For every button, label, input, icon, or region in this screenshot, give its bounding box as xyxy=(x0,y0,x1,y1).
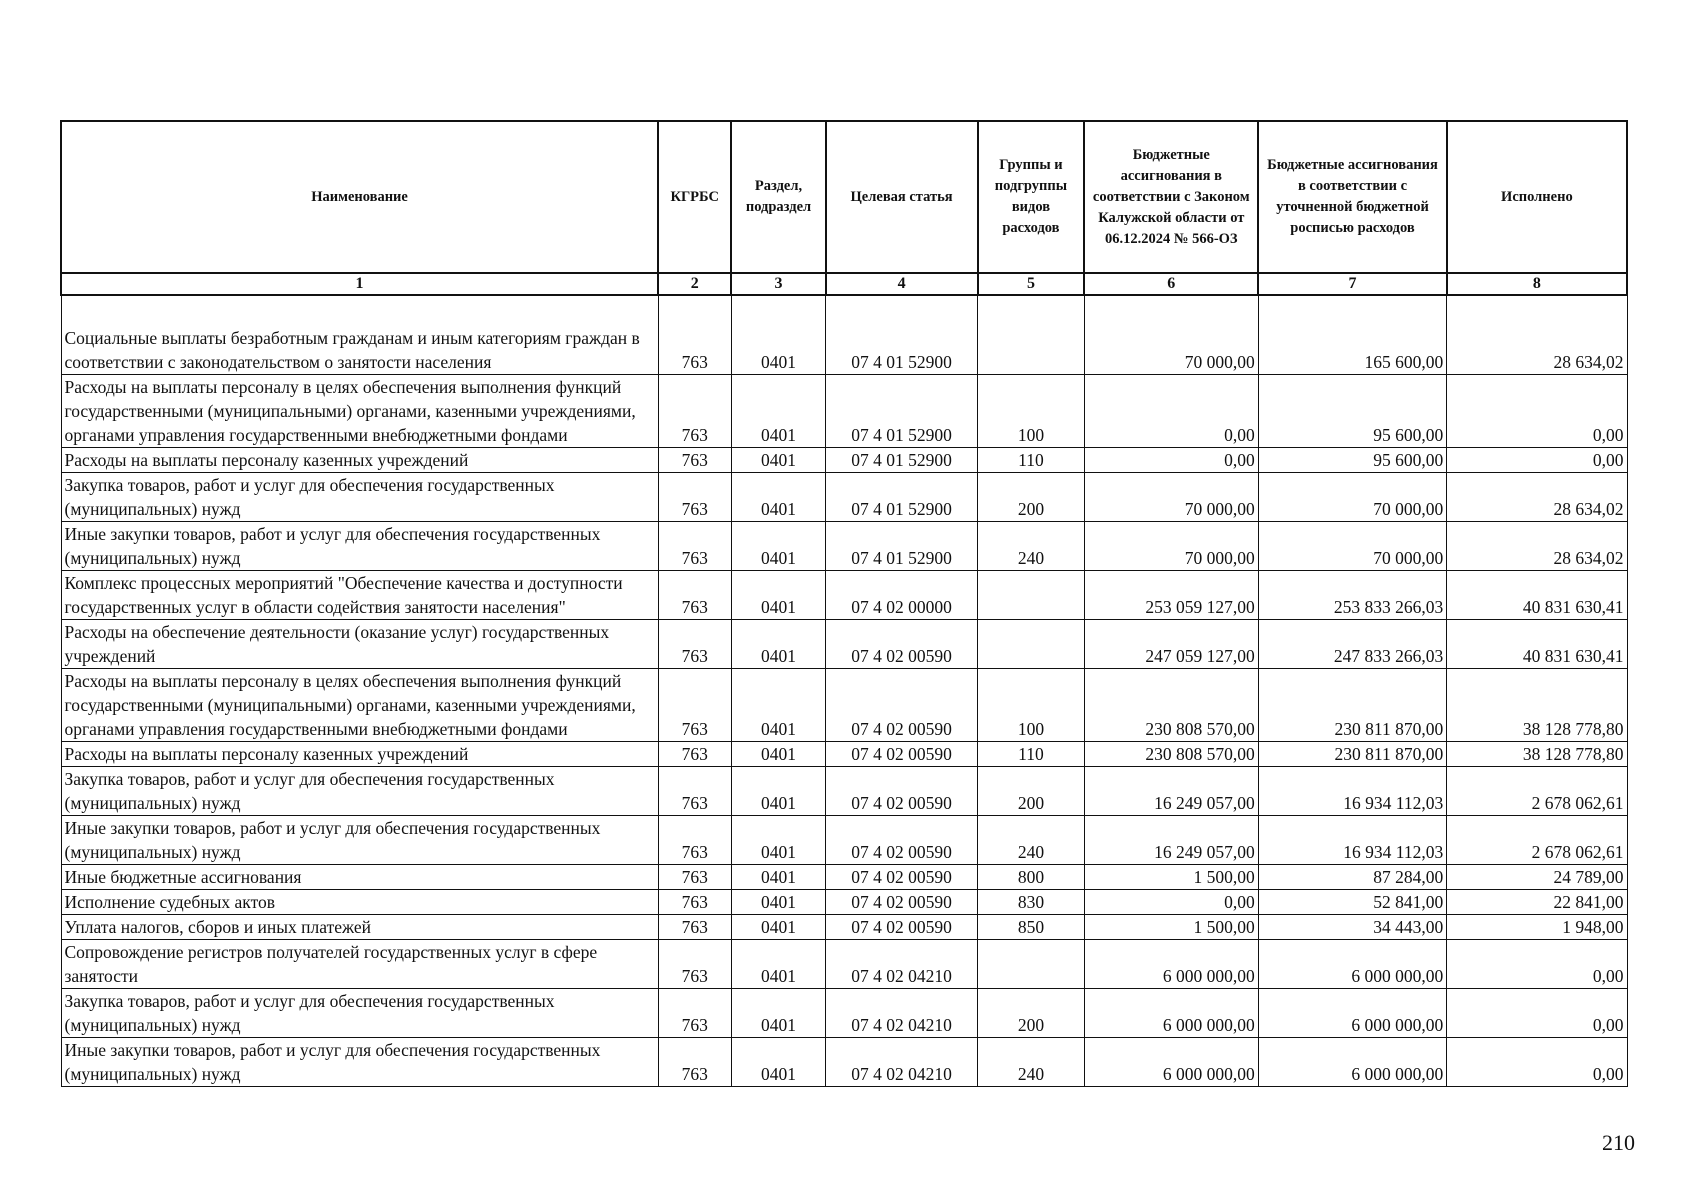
header-section: Раздел, подраздел xyxy=(731,121,825,273)
cell-name: Иные закупки товаров, работ и услуг для обеспечения государственных (муниципальных) нужд xyxy=(61,1038,658,1087)
cell-group: 830 xyxy=(978,890,1085,915)
cell-name: Уплата налогов, сборов и иных платежей xyxy=(61,915,658,940)
cell-kgrbs: 763 xyxy=(658,473,731,522)
column-number: 5 xyxy=(978,273,1085,295)
cell-kgrbs: 763 xyxy=(658,767,731,816)
cell-law: 1 500,00 xyxy=(1084,865,1258,890)
cell-section: 0401 xyxy=(731,742,825,767)
cell-kgrbs: 763 xyxy=(658,816,731,865)
cell-group: 240 xyxy=(978,816,1085,865)
column-number-row xyxy=(61,273,1627,295)
cell-group: 200 xyxy=(978,989,1085,1038)
cell-executed: 2 678 062,61 xyxy=(1447,816,1627,865)
cell-kgrbs: 763 xyxy=(658,669,731,742)
table-row xyxy=(61,915,1627,940)
cell-group: 240 xyxy=(978,522,1085,571)
table-row xyxy=(61,816,1627,865)
cell-law: 70 000,00 xyxy=(1084,326,1258,375)
cell-name: Иные закупки товаров, работ и услуг для обеспечения государственных (муниципальных) нужд xyxy=(61,522,658,571)
table-row xyxy=(61,865,1627,890)
cell-target: 07 4 02 00590 xyxy=(826,620,978,669)
cell-section: 0401 xyxy=(731,890,825,915)
cell-law: 70 000,00 xyxy=(1084,473,1258,522)
column-number: 3 xyxy=(731,273,825,295)
cell-refined: 34 443,00 xyxy=(1258,915,1447,940)
cell-refined: 253 833 266,03 xyxy=(1258,571,1447,620)
cell-law: 0,00 xyxy=(1084,890,1258,915)
cell-executed: 0,00 xyxy=(1447,1038,1627,1087)
cell-target: 07 4 02 04210 xyxy=(826,940,978,989)
column-number: 7 xyxy=(1258,273,1447,295)
cell-section: 0401 xyxy=(731,1038,825,1087)
cell-group: 240 xyxy=(978,1038,1085,1087)
cell-section: 0401 xyxy=(731,620,825,669)
cell-section: 0401 xyxy=(731,865,825,890)
cell-refined: 70 000,00 xyxy=(1258,522,1447,571)
cell-executed: 40 831 630,41 xyxy=(1447,620,1627,669)
cell-refined: 52 841,00 xyxy=(1258,890,1447,915)
cell-group: 850 xyxy=(978,915,1085,940)
cell-section: 0401 xyxy=(731,571,825,620)
cell-refined: 230 811 870,00 xyxy=(1258,742,1447,767)
cell-executed: 0,00 xyxy=(1447,940,1627,989)
cell-refined: 6 000 000,00 xyxy=(1258,989,1447,1038)
table-row xyxy=(61,890,1627,915)
cell-name: Иные закупки товаров, работ и услуг для обеспечения государственных (муниципальных) нужд xyxy=(61,816,658,865)
cell-executed: 0,00 xyxy=(1447,448,1627,473)
header-name: Наименование xyxy=(61,121,658,273)
cell-kgrbs: 763 xyxy=(658,742,731,767)
cell-name: Расходы на выплаты персоналу в целях обеспечения выполнения функций государственными (муниципальными) органами, казенными учреждениями, органами управления государственными внебюджетными фондами xyxy=(61,669,658,742)
table-row xyxy=(61,522,1627,571)
cell-name: Расходы на выплаты персоналу в целях обеспечения выполнения функций государственными (муниципальными) органами, казенными учреждениями, органами управления государственными внебюджетными фондами xyxy=(61,375,658,448)
cell-law: 0,00 xyxy=(1084,375,1258,448)
cell-law: 16 249 057,00 xyxy=(1084,767,1258,816)
cell-group: 110 xyxy=(978,448,1085,473)
cell-law: 253 059 127,00 xyxy=(1084,571,1258,620)
cell-target: 07 4 02 00590 xyxy=(826,669,978,742)
spacer-row xyxy=(61,295,1627,326)
table-row xyxy=(61,940,1627,989)
cell-section: 0401 xyxy=(731,989,825,1038)
cell-executed: 38 128 778,80 xyxy=(1447,669,1627,742)
column-number: 1 xyxy=(61,273,658,295)
cell-target: 07 4 02 00590 xyxy=(826,890,978,915)
cell-name: Расходы на выплаты персоналу казенных учреждений xyxy=(61,448,658,473)
table-row xyxy=(61,669,1627,742)
cell-law: 1 500,00 xyxy=(1084,915,1258,940)
cell-name: Закупка товаров, работ и услуг для обеспечения государственных (муниципальных) нужд xyxy=(61,767,658,816)
column-number: 6 xyxy=(1084,273,1258,295)
cell-section: 0401 xyxy=(731,915,825,940)
cell-name: Расходы на выплаты персоналу казенных учреждений xyxy=(61,742,658,767)
table-row xyxy=(61,571,1627,620)
header-kgrbs: КГРБС xyxy=(658,121,731,273)
cell-group: 200 xyxy=(978,473,1085,522)
cell-group: 800 xyxy=(978,865,1085,890)
table-row xyxy=(61,989,1627,1038)
cell-target: 07 4 02 00590 xyxy=(826,915,978,940)
cell-kgrbs: 763 xyxy=(658,989,731,1038)
cell-group: 200 xyxy=(978,767,1085,816)
cell-refined: 16 934 112,03 xyxy=(1258,816,1447,865)
table-body xyxy=(61,295,1627,1087)
cell-executed: 28 634,02 xyxy=(1447,522,1627,571)
cell-section: 0401 xyxy=(731,767,825,816)
cell-law: 70 000,00 xyxy=(1084,522,1258,571)
cell-kgrbs: 763 xyxy=(658,865,731,890)
page-number: 210 xyxy=(1602,1130,1635,1155)
cell-law: 6 000 000,00 xyxy=(1084,1038,1258,1087)
cell-law: 230 808 570,00 xyxy=(1084,669,1258,742)
cell-target: 07 4 02 04210 xyxy=(826,1038,978,1087)
cell-law: 6 000 000,00 xyxy=(1084,940,1258,989)
header-refined: Бюджетные ассигнования в соответствии с уточненной бюджетной росписью расходов xyxy=(1258,121,1447,273)
cell-name: Социальные выплаты безработным гражданам и иным категориям граждан в соответствии с законодательством о занятости населения xyxy=(61,326,658,375)
cell-executed: 0,00 xyxy=(1447,375,1627,448)
table-row xyxy=(61,742,1627,767)
cell-name: Расходы на обеспечение деятельности (оказание услуг) государственных учреждений xyxy=(61,620,658,669)
cell-group xyxy=(978,571,1085,620)
cell-target: 07 4 01 52900 xyxy=(826,448,978,473)
cell-kgrbs: 763 xyxy=(658,522,731,571)
table-header-row xyxy=(61,121,1627,273)
cell-group xyxy=(978,940,1085,989)
cell-refined: 247 833 266,03 xyxy=(1258,620,1447,669)
cell-refined: 70 000,00 xyxy=(1258,473,1447,522)
cell-target: 07 4 01 52900 xyxy=(826,522,978,571)
cell-name: Сопровождение регистров получателей государственных услуг в сфере занятости xyxy=(61,940,658,989)
cell-refined: 6 000 000,00 xyxy=(1258,1038,1447,1087)
cell-law: 16 249 057,00 xyxy=(1084,816,1258,865)
column-number: 4 xyxy=(826,273,978,295)
cell-target: 07 4 02 00590 xyxy=(826,767,978,816)
cell-section: 0401 xyxy=(731,669,825,742)
cell-section: 0401 xyxy=(731,940,825,989)
cell-target: 07 4 02 00590 xyxy=(826,742,978,767)
table-row xyxy=(61,326,1627,375)
cell-refined: 95 600,00 xyxy=(1258,448,1447,473)
cell-kgrbs: 763 xyxy=(658,890,731,915)
cell-executed: 28 634,02 xyxy=(1447,473,1627,522)
cell-section: 0401 xyxy=(731,473,825,522)
header-target: Целевая статья xyxy=(826,121,978,273)
cell-kgrbs: 763 xyxy=(658,915,731,940)
column-number: 8 xyxy=(1447,273,1627,295)
cell-refined: 95 600,00 xyxy=(1258,375,1447,448)
cell-target: 07 4 02 04210 xyxy=(826,989,978,1038)
cell-name: Закупка товаров, работ и услуг для обеспечения государственных (муниципальных) нужд xyxy=(61,473,658,522)
cell-name: Закупка товаров, работ и услуг для обеспечения государственных (муниципальных) нужд xyxy=(61,989,658,1038)
table-row xyxy=(61,767,1627,816)
table-row xyxy=(61,448,1627,473)
cell-kgrbs: 763 xyxy=(658,326,731,375)
cell-name: Комплекс процессных мероприятий "Обеспечение качества и доступности государственных услуг в области содействия занятости населения" xyxy=(61,571,658,620)
cell-refined: 87 284,00 xyxy=(1258,865,1447,890)
cell-section: 0401 xyxy=(731,326,825,375)
budget-table xyxy=(60,120,1628,1087)
cell-refined: 16 934 112,03 xyxy=(1258,767,1447,816)
cell-executed: 28 634,02 xyxy=(1447,326,1627,375)
cell-section: 0401 xyxy=(731,522,825,571)
cell-target: 07 4 02 00000 xyxy=(826,571,978,620)
cell-target: 07 4 01 52900 xyxy=(826,375,978,448)
cell-name: Иные бюджетные ассигнования xyxy=(61,865,658,890)
cell-executed: 1 948,00 xyxy=(1447,915,1627,940)
table-row xyxy=(61,1038,1627,1087)
cell-name: Исполнение судебных актов xyxy=(61,890,658,915)
cell-kgrbs: 763 xyxy=(658,620,731,669)
cell-kgrbs: 763 xyxy=(658,448,731,473)
cell-kgrbs: 763 xyxy=(658,940,731,989)
cell-kgrbs: 763 xyxy=(658,1038,731,1087)
cell-law: 0,00 xyxy=(1084,448,1258,473)
column-number: 2 xyxy=(658,273,731,295)
cell-target: 07 4 02 00590 xyxy=(826,816,978,865)
cell-section: 0401 xyxy=(731,448,825,473)
cell-executed: 38 128 778,80 xyxy=(1447,742,1627,767)
header-groups: Группы и подгруппы видов расходов xyxy=(978,121,1085,273)
cell-group: 110 xyxy=(978,742,1085,767)
cell-group: 100 xyxy=(978,669,1085,742)
cell-executed: 2 678 062,61 xyxy=(1447,767,1627,816)
header-law: Бюджетные ассигнования в соответствии с Законом Калужской области от 06.12.2024 № 566-ОЗ xyxy=(1084,121,1258,273)
cell-target: 07 4 01 52900 xyxy=(826,473,978,522)
cell-executed: 22 841,00 xyxy=(1447,890,1627,915)
cell-executed: 0,00 xyxy=(1447,989,1627,1038)
table-row xyxy=(61,375,1627,448)
cell-executed: 24 789,00 xyxy=(1447,865,1627,890)
cell-target: 07 4 01 52900 xyxy=(826,326,978,375)
cell-group xyxy=(978,326,1085,375)
cell-law: 247 059 127,00 xyxy=(1084,620,1258,669)
cell-law: 6 000 000,00 xyxy=(1084,989,1258,1038)
table-row xyxy=(61,620,1627,669)
cell-section: 0401 xyxy=(731,816,825,865)
cell-group xyxy=(978,620,1085,669)
cell-refined: 165 600,00 xyxy=(1258,326,1447,375)
cell-executed: 40 831 630,41 xyxy=(1447,571,1627,620)
cell-group: 100 xyxy=(978,375,1085,448)
cell-kgrbs: 763 xyxy=(658,375,731,448)
cell-target: 07 4 02 00590 xyxy=(826,865,978,890)
table-row xyxy=(61,473,1627,522)
cell-kgrbs: 763 xyxy=(658,571,731,620)
cell-law: 230 808 570,00 xyxy=(1084,742,1258,767)
cell-refined: 6 000 000,00 xyxy=(1258,940,1447,989)
header-executed: Исполнено xyxy=(1447,121,1627,273)
cell-refined: 230 811 870,00 xyxy=(1258,669,1447,742)
cell-section: 0401 xyxy=(731,375,825,448)
